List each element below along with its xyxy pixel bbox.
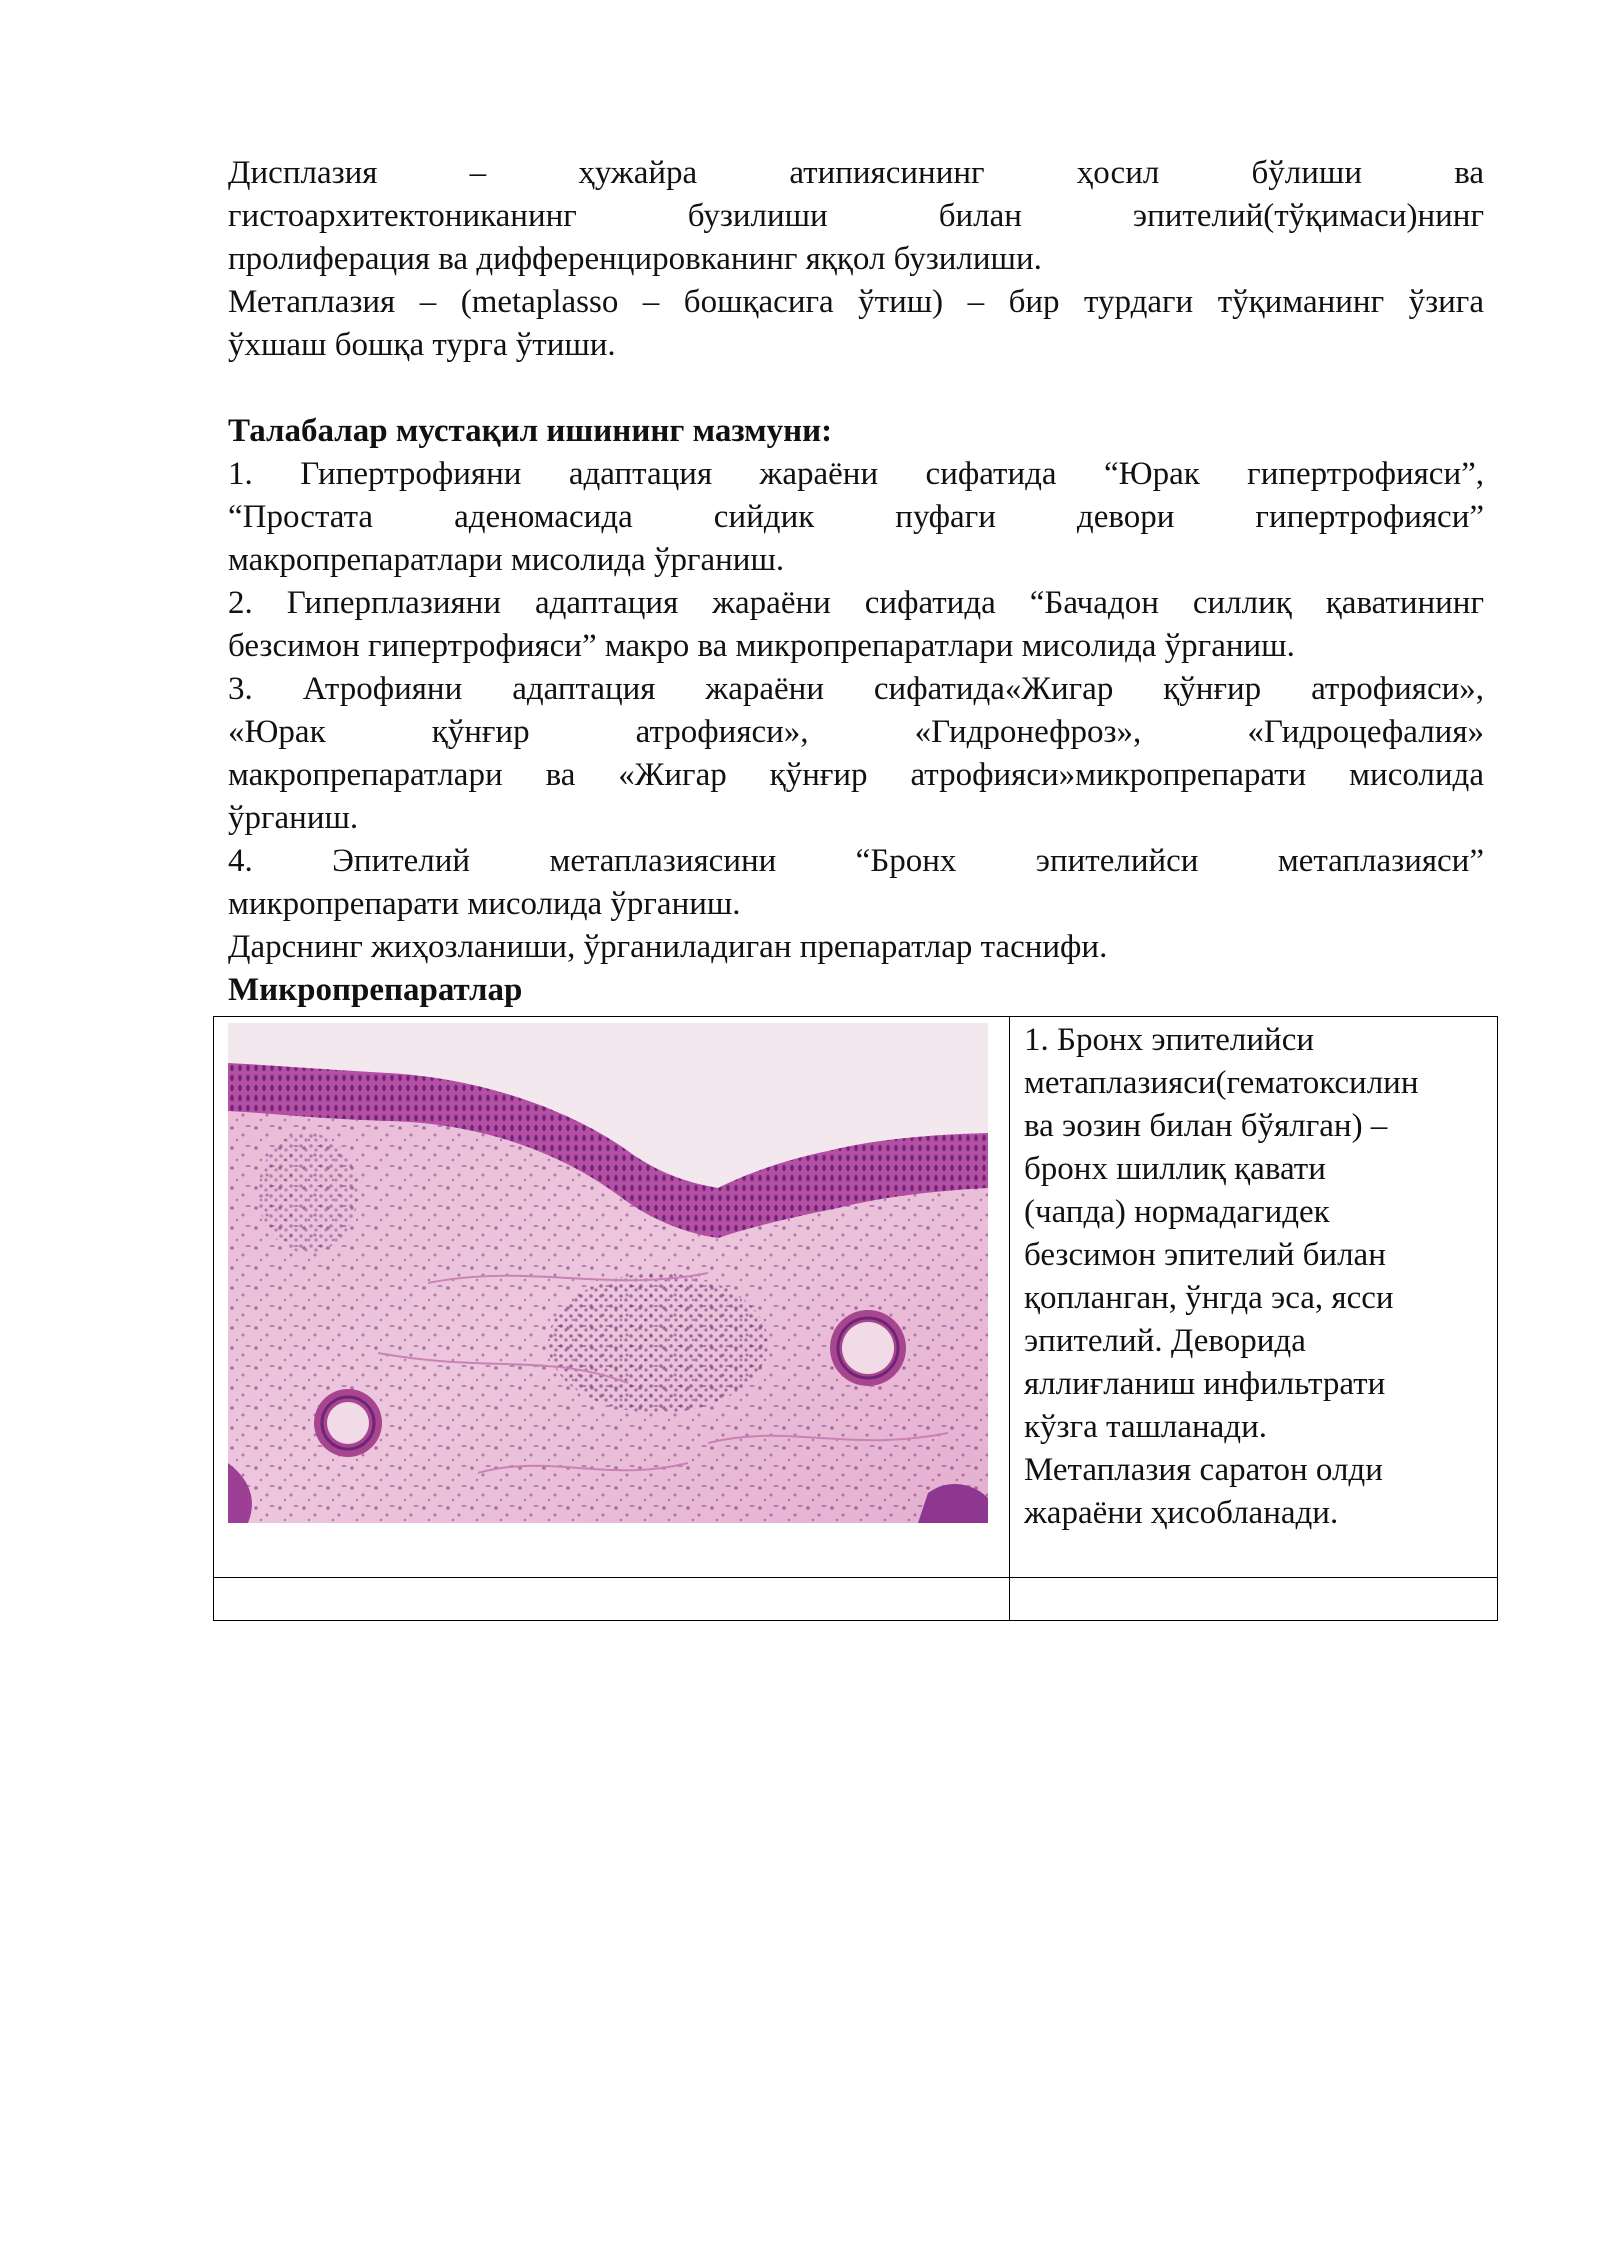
histology-micrograph (228, 1023, 988, 1523)
section-heading: Талабалар мустақил ишининг мазмуни: (228, 413, 833, 449)
description-line: кўзга ташланади. (1024, 1409, 1268, 1445)
item-3-line-4: ўрганиш. (228, 800, 359, 836)
description-line: бронх шиллиқ қавати (1024, 1151, 1326, 1187)
item-2-line-1: 2. Гиперплазияни адаптация жараёни сифатида “Бачадон силлиқ қаватининг (228, 585, 1484, 621)
item-1-line-3: макропрепаратлари мисолида ўрганиш. (228, 542, 785, 578)
micro-heading: Микропрепаратлар (228, 972, 523, 1008)
empty-cell (214, 1578, 1010, 1621)
item-4-line-2: микропрепарати мисолида ўрганиш. (228, 886, 741, 922)
dysplasia-line-2: гистоархитектониканинг бузилиши билан эпителий(тўқимаси)нинг (228, 198, 1484, 234)
document-body (228, 152, 1484, 1012)
table-row (214, 1017, 1498, 1578)
dysplasia-line-1: Дисплазия – ҳужайра атипиясининг ҳосил бўлиши ва (228, 155, 1484, 191)
metaplasia-line-2: ўхшаш бошқа турга ўтиши. (228, 327, 616, 363)
description-line: қопланган, ўнгда эса, ясси (1024, 1280, 1394, 1316)
table-row-empty (214, 1578, 1498, 1621)
description-line: метаплазияси(гематоксилин (1024, 1065, 1419, 1101)
metaplasia-line-1: Метаплазия – (metaplasso – бошқасига ўтиш) – бир турдаги тўқиманинг ўзига (228, 284, 1484, 320)
micro-description (1010, 1017, 1497, 1535)
item-1-line-1: 1. Гипертрофияни адаптация жараёни сифатида “Юрак гипертрофияси”, (228, 456, 1484, 492)
item-2-line-2: безсимон гипертрофияси” макро ва микропрепаратлари мисолида ўрганиш. (228, 628, 1295, 664)
micropreparation-table (213, 1016, 1498, 1621)
description-cell (1010, 1017, 1498, 1578)
description-line: безсимон эпителий билан (1024, 1237, 1386, 1273)
image-cell (214, 1017, 1010, 1578)
description-line: (чапда) нормадагидек (1024, 1194, 1330, 1230)
empty-cell (1010, 1578, 1498, 1621)
item-3-line-3: макропрепаратлари ва «Жигар қўнғир атрофияси»микропрепарати мисолида (228, 757, 1484, 793)
item-3-line-1: 3. Атрофияни адаптация жараёни сифатида«Жигар қўнғир атрофияси», (228, 671, 1484, 707)
item-3-line-2: «Юрак қўнғир атрофияси», «Гидронефроз», «Гидроцефалия» (228, 714, 1484, 750)
description-line: Метаплазия саратон олди (1024, 1452, 1383, 1488)
description-line: эпителий. Деворида (1024, 1323, 1306, 1359)
dysplasia-line-3: пролиферация ва дифференцировканинг яққол бузилиши. (228, 241, 1042, 277)
item-4-line-1: 4. Эпителий метаплазиясини “Бронх эпителийси метаплазияси” (228, 843, 1484, 879)
description-line: ва эозин билан бўялган) – (1024, 1108, 1388, 1144)
equipment-line: Дарснинг жиҳозланиши, ўрганиладиган препаратлар таснифи. (228, 929, 1108, 965)
description-line: яллиғланиш инфильтрати (1024, 1366, 1386, 1402)
item-1-line-2: “Простата аденомасида сийдик пуфаги девори гипертрофияси” (228, 499, 1484, 535)
description-line: 1. Бронх эпителийси (1024, 1022, 1315, 1058)
description-line: жараёни ҳисобланади. (1024, 1495, 1339, 1531)
